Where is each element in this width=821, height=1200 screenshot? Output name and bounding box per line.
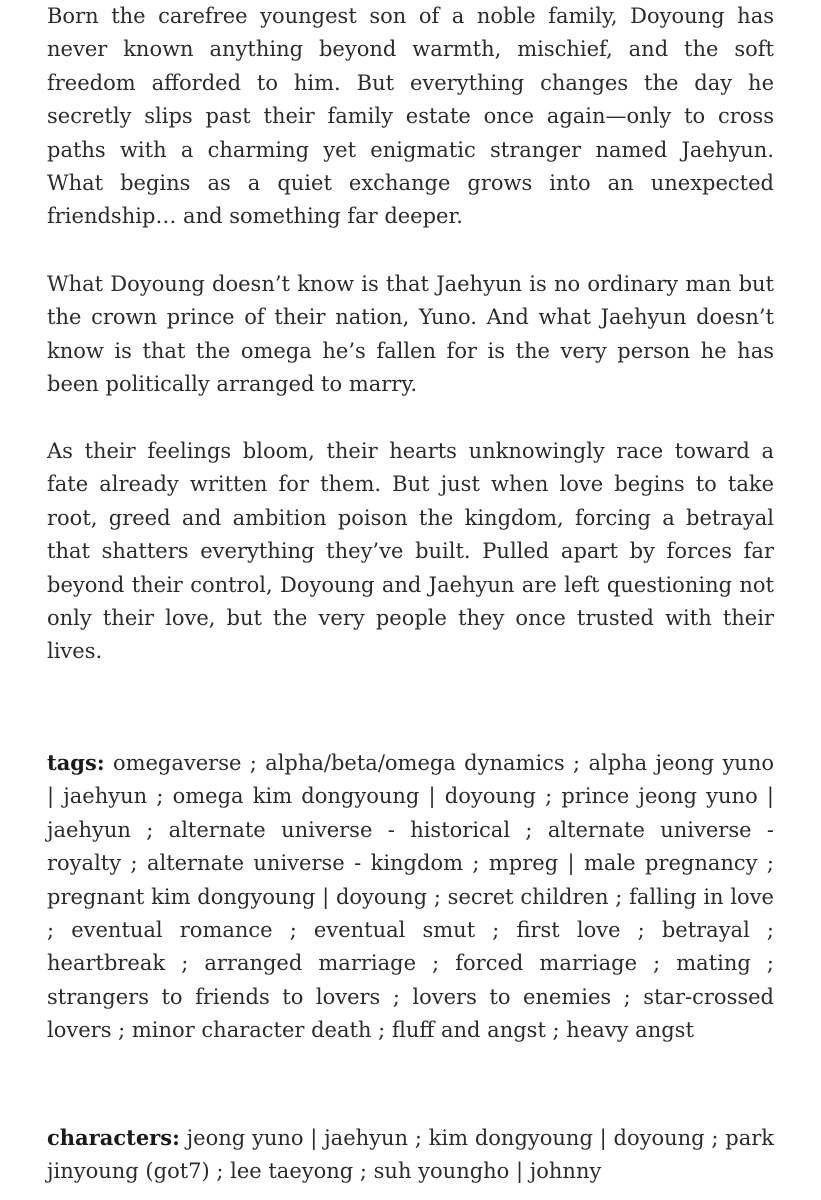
- tags-section: [47, 746, 774, 1048]
- characters-list: jeong yuno | jaehyun ; kim dongyoung | doyoung ; park jinyoung (got7) ; lee taeyong ; suh youngho | johnny: [47, 1126, 774, 1184]
- summary-paragraph-1: Born the carefree youngest son of a noble family, Doyoung has never known anything beyond warmth, mischief, and the soft freedom afforded to him. But everything changes the day he secretly slips past their family estate once again—only to cross paths with a charming yet enigmatic stranger named Jaehyun. What begins as a quiet exchange grows into an unexpected friendship… and something far deeper.: [47, 4, 774, 229]
- tags-label: tags:: [47, 750, 105, 775]
- summary-paragraph-3: As their feelings bloom, their hearts unknowingly race toward a fate already written for them. But just when love begins to take root, greed and ambition poison the kingdom, forcing a betrayal that shatters everything they’ve built. Pulled apart by forces far beyond their control, Doyoung and Jaehyun are left questioning not only their love, but the very people they once trusted with their lives.: [47, 439, 774, 664]
- characters-section: [47, 1121, 774, 1189]
- characters-label: characters:: [47, 1125, 180, 1150]
- summary-paragraph-2: What Doyoung doesn’t know is that Jaehyun is no ordinary man but the crown prince of their nation, Yuno. And what Jaehyun doesn’t know is that the omega he’s fallen for is the very person he has been politically arranged to marry.: [47, 272, 774, 397]
- tags-list: omegaverse ; alpha/beta/omega dynamics ; alpha jeong yuno | jaehyun ; omega kim dongyoung | doyoung ; prince jeong yuno | jaehyun ; alternate universe - historical ; alternate universe - royalty ; alternate universe - kingdom ; mpreg | male pregnancy ; pregnant kim dongyoung | doyoung ; secret children ; falling in love ; eventual romance ; eventual smut ; first love ; betrayal ; heartbreak ; arranged marriage ; forced marriage ; mating ; strangers to friends to lovers ; lovers to enemies ; star-crossed lovers ; minor character death ; fluff and angst ; heavy angst: [47, 751, 774, 1043]
